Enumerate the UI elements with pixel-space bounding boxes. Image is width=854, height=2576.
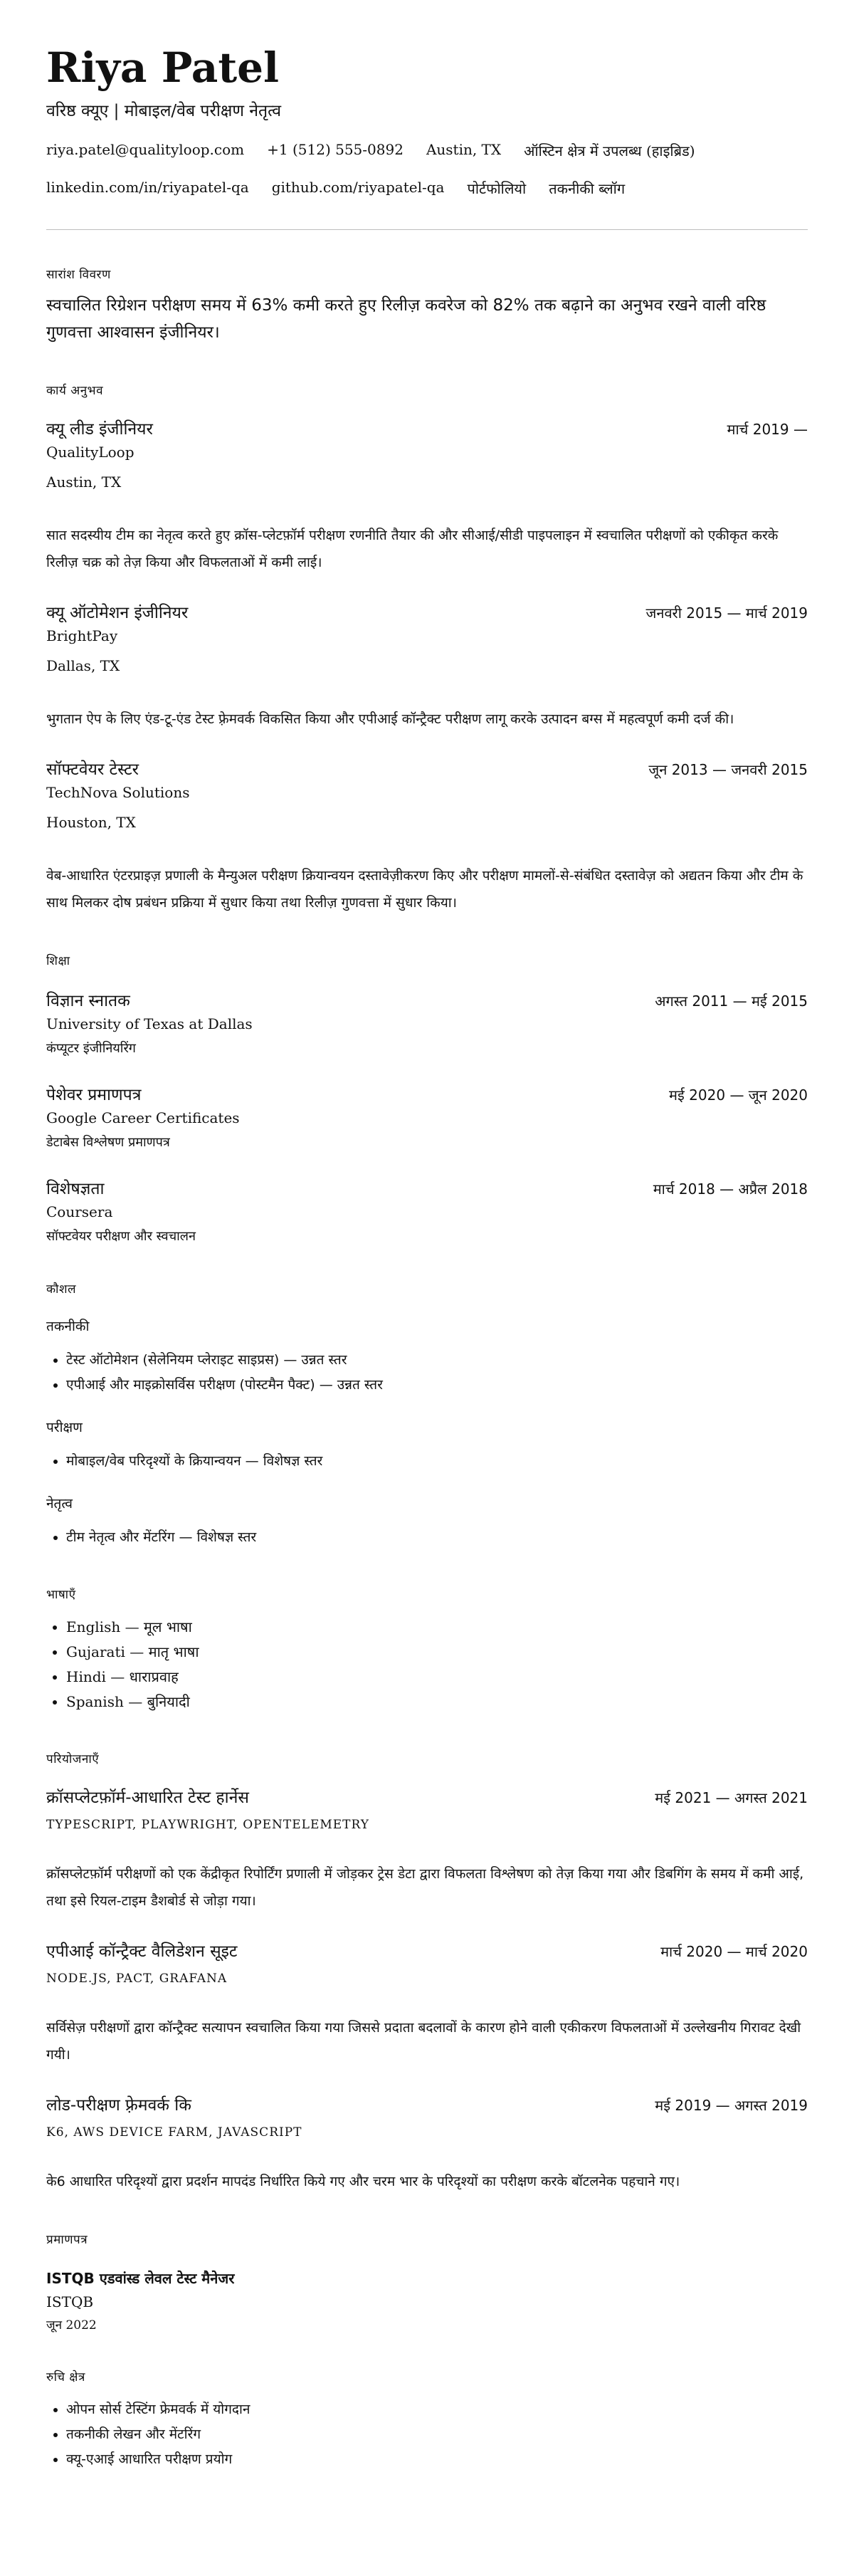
blog-link[interactable]: तकनीकी ब्लॉग (549, 180, 626, 197)
language-item: • English — मूल भाषा (66, 1615, 808, 1640)
company-name: BrightPay (46, 627, 118, 644)
institution-name: Coursera (46, 1203, 113, 1220)
interest-list (46, 2397, 808, 2472)
phone-number[interactable]: +1 (512) 555-0892 (267, 141, 404, 158)
project-dates: मार्च 2020 — मार्च 2020 (660, 1943, 808, 1960)
job-description: सात सदस्यीय टीम का नेतृत्व करते हुए क्रॉस-प्लेटफ़ॉर्म परीक्षण रणनीति तैयार की और सीआई/सीडी पाइपलाइन में स्वचालित परीक्षणों को एकीकृत करके रिलीज़ चक्र को तेज़ किया और विफलताओं में कमी लाई। (46, 528, 779, 570)
skill-list (46, 1348, 808, 1398)
skill-item: • मोबाइल/वेब परिदृश्यों के क्रियान्वयन — विशेषज्ञ स्तर (66, 1449, 808, 1474)
job-description: भुगतान ऐप के लिए एंड-टू-एंड टेस्ट फ़्रेमवर्क विकसित किया और एपीआई कॉन्ट्रैक्ट परीक्षण लागू करके उत्पादन बग्स में महत्वपूर्ण कमी दर्ज की। (46, 711, 734, 727)
skill-item: • टीम नेतृत्व और मेंटरिंग — विशेषज्ञ स्तर (66, 1525, 808, 1550)
job-description: वेब-आधारित एंटरप्राइज़ प्रणाली के मैन्युअल परीक्षण क्रियान्वयन दस्तावेज़ीकरण किए और परीक्षण मामलों-से-संबंधित दस्तावेज़ को अद्यतन किया और टीम के साथ मिलकर दोष प्रबंधन प्रक्रिया में सुधार किया तथा रिलीज़ गुणवत्ता में सुधार किया। (46, 868, 803, 911)
certification-title: ISTQB एडवांस्ड लेवल टेस्ट मैनेजर (46, 2270, 235, 2287)
header-divider (46, 229, 808, 230)
language-item: • Hindi — धाराप्रवाह (66, 1665, 808, 1690)
certifications-section-title: प्रमाणपत्र (46, 2233, 88, 2247)
project-description: क्रॉसप्लेटफ़ॉर्म परीक्षणों को एक केंद्रीकृत रिपोर्टिंग प्रणाली में जोड़कर ट्रेस डेटा द्वारा विफलता विश्लेषण को तेज़ किया गया और डिबगिंग के समय में कमी आई, तथा इसे रियल-टाइम डैशबोर्ड से जोड़ा गया। (46, 1866, 804, 1909)
resume-page (46, 0, 808, 2472)
github-link[interactable]: github.com/riyapatel-qa (271, 179, 445, 196)
language-list (46, 1615, 808, 1714)
job-location: Houston, TX (46, 814, 136, 831)
education-dates: अगस्त 2011 — मई 2015 (655, 993, 808, 1010)
project-description: के6 आधारित परिदृश्यों द्वारा प्रदर्शन मापदंड निर्धारित किये गए और चरम भार के परिदृश्यों का परीक्षण करके बॉटलनेक पहचाने गए। (46, 2174, 680, 2189)
education-dates: मार्च 2018 — अप्रैल 2018 (653, 1180, 808, 1198)
education-dates: मई 2020 — जून 2020 (669, 1087, 808, 1104)
project-entry (46, 2093, 808, 2195)
experience-section-title: कार्य अनुभव (46, 384, 104, 398)
summary-text: स्वचालित रिग्रेशन परीक्षण समय में 63% कमी करते हुए रिलीज़ कवरेज को 82% तक बढ़ाने का अनुभव रखने वाली वरिष्ठ गुणवत्ता आश्वासन इंजीनियर। (46, 296, 766, 342)
company-name: QualityLoop (46, 444, 135, 461)
experience-entry (46, 600, 808, 733)
job-title: सॉफ्टवेयर टेस्टर (46, 760, 139, 779)
job-dates: जून 2013 — जनवरी 2015 (648, 761, 808, 778)
summary-section-title: सारांश विवरण (46, 268, 111, 282)
company-name: TechNova Solutions (46, 784, 190, 801)
project-title: एपीआई कॉन्ट्रैक्ट वैलिडेशन सूइट (46, 1942, 238, 1961)
degree-title: विज्ञान स्नातक (46, 992, 130, 1010)
degree-title: पेशेवर प्रमाणपत्र (46, 1086, 142, 1104)
project-entry (46, 1939, 808, 2068)
candidate-name: Riya Patel (46, 43, 280, 92)
education-entry (46, 1176, 808, 1245)
skill-group-title: परीक्षण (46, 1420, 83, 1435)
email-link[interactable]: riya.patel@qualityloop.com (46, 141, 245, 158)
job-location: Austin, TX (46, 473, 122, 491)
project-tech-stack: TYPESCRIPT, PLAYWRIGHT, OPENTELEMETRY (46, 1818, 370, 1832)
languages-section-title: भाषाएँ (46, 1588, 76, 1602)
degree-title: विशेषज्ञता (46, 1180, 105, 1198)
certification-date: जून 2022 (46, 2318, 97, 2332)
skill-item: • एपीआई और माइक्रोसर्विस परीक्षण (पोस्टमैन पैक्ट) — उन्नत स्तर (66, 1373, 808, 1398)
skill-group-title: नेतृत्व (46, 1496, 73, 1512)
language-item: • Spanish — बुनियादी (66, 1690, 808, 1714)
contact-row-links (46, 179, 808, 198)
project-description: सर्विसेज़ परीक्षणों द्वारा कॉन्ट्रैक्ट सत्यापन स्वचालित किया गया जिससे प्रदाता बदलावों के कारण होने वाली एकीकरण विफलताओं में उल्लेखनीय गिरावट देखी गयी। (46, 2020, 801, 2063)
skills-section-title: कौशल (46, 1282, 77, 1297)
project-entry (46, 1785, 808, 1915)
education-entry (46, 1082, 808, 1151)
location-text: Austin, TX (426, 141, 502, 158)
skill-item: • टेस्ट ऑटोमेशन (सेलेनियम प्लेराइट साइप्रस) — उन्नत स्तर (66, 1348, 808, 1373)
education-detail: डेटाबेस विश्लेषण प्रमाणपत्र (46, 1135, 170, 1150)
experience-entry (46, 757, 808, 916)
education-detail: सॉफ्टवेयर परीक्षण और स्वचालन (46, 1229, 196, 1244)
interests-section-title: रुचि क्षेत्र (46, 2370, 85, 2384)
institution-name: Google Career Certificates (46, 1109, 240, 1126)
portfolio-link[interactable]: पोर्टफोलियो (467, 180, 527, 197)
experience-entry (46, 417, 808, 576)
education-section-title: शिक्षा (46, 954, 70, 968)
availability-text: ऑस्टिन क्षेत्र में उपलब्ध (हाइब्रिड) (524, 142, 695, 159)
project-title: क्रॉसप्लेटफ़ॉर्म-आधारित टेस्ट हार्नेस (46, 1789, 249, 1807)
certification-issuer: ISTQB (46, 2293, 94, 2310)
job-location: Dallas, TX (46, 657, 120, 674)
contact-row-primary (46, 141, 808, 160)
education-detail: कंप्यूटर इंजीनियरिंग (46, 1041, 136, 1056)
skill-list (46, 1525, 808, 1550)
education-entry (46, 988, 808, 1057)
interest-item: • तकनीकी लेखन और मेंटरिंग (66, 2422, 808, 2447)
education-list (46, 988, 808, 1245)
job-dates: मार्च 2019 — (727, 421, 808, 438)
project-dates: मई 2021 — अगस्त 2021 (655, 1789, 808, 1806)
project-tech-stack: NODE.JS, PACT, GRAFANA (46, 1972, 228, 1986)
skill-list (46, 1449, 808, 1474)
job-title: क्यू ऑटोमेशन इंजीनियर (46, 604, 189, 622)
language-item: • Gujarati — मातृ भाषा (66, 1640, 808, 1665)
interest-item: • क्यू-एआई आधारित परीक्षण प्रयोग (66, 2447, 808, 2472)
skill-group-title: तकनीकी (46, 1319, 90, 1334)
interest-item: • ओपन सोर्स टेस्टिंग फ्रेमवर्क में योगदान (66, 2397, 808, 2422)
job-dates: जनवरी 2015 — मार्च 2019 (645, 604, 808, 622)
project-dates: मई 2019 — अगस्त 2019 (655, 2097, 808, 2114)
job-title: क्यू लीड इंजीनियर (46, 420, 153, 439)
project-tech-stack: K6, AWS DEVICE FARM, JAVASCRIPT (46, 2125, 302, 2140)
institution-name: University of Texas at Dallas (46, 1015, 253, 1032)
candidate-headline: वरिष्ठ क्यूए | मोबाइल/वेब परीक्षण नेतृत्व (46, 102, 282, 120)
linkedin-link[interactable]: linkedin.com/in/riyapatel-qa (46, 179, 249, 196)
project-title: लोड-परीक्षण फ़्रेमवर्क कि (46, 2096, 191, 2115)
projects-section-title: परियोजनाएँ (46, 1752, 100, 1766)
